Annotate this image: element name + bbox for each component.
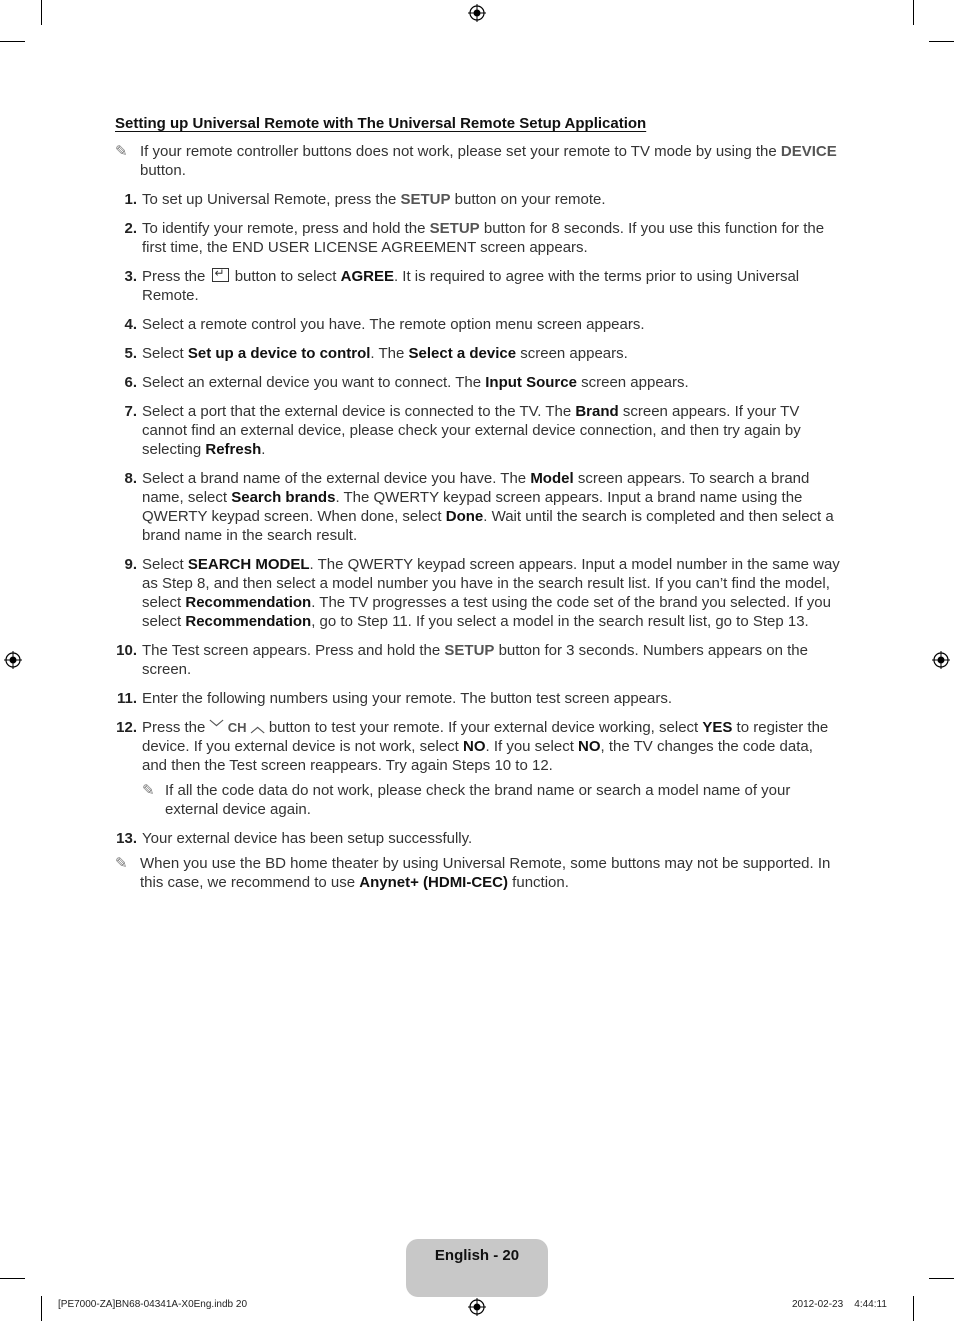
section-heading: Setting up Universal Remote with The Universal Remote Setup Application [115,115,647,132]
pencil-note-icon: ✎ [142,782,155,799]
registration-mark-icon [468,1298,486,1316]
step-text: . [261,441,266,458]
step-number: 5. [124,345,137,362]
step-number: 13. [116,830,137,847]
ch-button-label: CH [227,720,247,735]
registration-mark-icon [932,651,950,669]
chevron-down-icon: ﹀ [209,719,224,735]
step-number: 6. [124,374,137,391]
footer-timestamp: 2012-02-23 4:44:11 [792,1299,887,1310]
step-text: . Wait until the search is completed and then select a brand name in the search result. [142,508,834,544]
menu-label: Refresh [205,441,262,458]
anynet-label: Anynet+ (HDMI-CEC) [359,874,509,891]
crop-mark [929,41,954,42]
step-text: Select a brand name of the external device you have. The [142,470,531,487]
step-3 [115,267,840,305]
step-number: 12. [116,719,137,736]
setup-button-label: SETUP [400,191,451,208]
crop-mark [929,1278,954,1279]
menu-label: Brand [575,403,619,420]
step-text: button for 3 seconds. Numbers appears on the screen. [142,642,808,678]
menu-label: SEARCH MODEL [187,556,310,573]
crop-mark [41,0,42,25]
crop-mark [0,1278,25,1279]
menu-label: NO [578,738,601,755]
note-text: If your remote controller buttons does not work, please set your remote to TV mode by using the [140,143,781,160]
note-text: If all the code data do not work, please check the brand name or search a model name of your external device again. [165,782,791,818]
menu-label: Model [530,470,574,487]
step-8 [115,469,840,545]
step-text: screen appears. If your TV cannot find an external device, please check your external device connection, and then try again by selecting [142,403,801,458]
step-text: . The [370,345,409,362]
step-text: button for 8 seconds. If you use this function for the first time, the END USER LICENSE AGREEMENT screen appears. [142,220,825,256]
step-text: Press the [142,268,210,285]
document-body [115,114,840,902]
note-text: function. [508,874,569,891]
step-text: Select a remote control you have. The remote option menu screen appears. [142,316,645,333]
step-4 [115,315,840,334]
device-button-label: DEVICE [780,143,837,160]
step-text: . The QWERTY keypad screen appears. Input a model number in the same way as Step 8, and then select a model number you have in the search result list. If you can’t find the model, select [142,556,840,611]
note-text: button. [140,162,186,179]
menu-label: Recommendation [185,613,312,630]
step-2 [115,219,840,257]
step-text: to register the device. If you external device is not work, select [142,719,829,755]
registration-mark-icon [468,4,486,22]
step-text: Select an external device you want to connect. The [142,374,486,391]
registration-mark-icon [4,651,22,669]
step-number: 3. [124,268,137,285]
crop-mark [913,0,914,25]
step-number: 7. [124,403,137,420]
step-9 [115,555,840,631]
enter-icon [212,268,229,282]
step-1 [115,190,840,209]
step-text: To set up Universal Remote, press the [142,191,401,208]
step-text: , go to Step 11. If you select a model in the search result list, go to Step 13. [311,613,809,630]
setup-button-label: SETUP [429,220,480,237]
step-text: button on your remote. [450,191,606,208]
step-text: To identify your remote, press and hold the [142,220,430,237]
crop-mark [41,1296,42,1321]
step-text: Your external device has been setup successfully. [142,830,473,847]
footer-file-info: [PE7000-ZA]BN68-04341A-X0Eng.indb 20 [58,1299,248,1310]
step-text: screen appears. [516,345,628,362]
step-number: 1. [124,191,137,208]
crop-mark [0,41,25,42]
step-text: , the TV changes the code data, and then the Test screen reappears. Try again Steps 10 to 12. [142,738,813,774]
step-text: The Test screen appears. Press and hold the [142,642,445,659]
step-text: Select [142,556,188,573]
step-text: . The QWERTY keypad screen appears. Input a brand name using the QWERTY keypad screen. When done, select [142,489,803,525]
step-number: 4. [124,316,137,333]
page-number: English - 20 [434,1247,520,1264]
step-13 [115,829,840,848]
chevron-up-icon: ︿ [250,719,265,735]
step-text: Select [142,345,188,362]
crop-mark [913,1296,914,1321]
step-12 [115,718,840,819]
step-number: 8. [124,470,137,487]
menu-label: YES [702,719,733,736]
menu-label: Done [445,508,484,525]
step-text: button to select [230,268,341,285]
step-text: . If you select [485,738,579,755]
step-number: 9. [124,556,137,573]
pencil-note-icon: ✎ [115,143,128,160]
sub-note [142,781,840,819]
menu-label: Set up a device to control [187,345,371,362]
agree-label: AGREE [340,268,394,285]
step-text: Enter the following numbers using your remote. The button test screen appears. [142,690,673,707]
step-11 [115,689,840,708]
step-text: Select a port that the external device is connected to the TV. The [142,403,576,420]
step-number: 11. [116,690,137,707]
menu-label: Search brands [231,489,336,506]
step-text: button to test your remote. If your external device working, select [264,719,703,736]
setup-button-label: SETUP [444,642,495,659]
step-5 [115,344,840,363]
note-text: When you use the BD home theater by using Universal Remote, some buttons may not be supported. In this case, we recommend to use [140,855,831,891]
menu-label: Select a device [408,345,517,362]
step-6 [115,373,840,392]
step-10 [115,641,840,679]
step-number: 2. [124,220,137,237]
step-text: screen appears. To search a brand name, select [142,470,810,506]
menu-label: Input Source [485,374,577,391]
step-text: Press the [142,719,210,736]
note [115,854,840,892]
pencil-note-icon: ✎ [115,855,128,872]
menu-label: Recommendation [185,594,312,611]
step-text: . The TV progresses a test using the code set of the brand you selected. If you select [142,594,831,630]
step-number: 10. [116,642,137,659]
step-text: . It is required to agree with the terms prior to using Universal Remote. [142,268,800,304]
step-7 [115,402,840,459]
menu-label: NO [462,738,486,755]
step-text: screen appears. [576,374,689,391]
note [115,142,840,180]
